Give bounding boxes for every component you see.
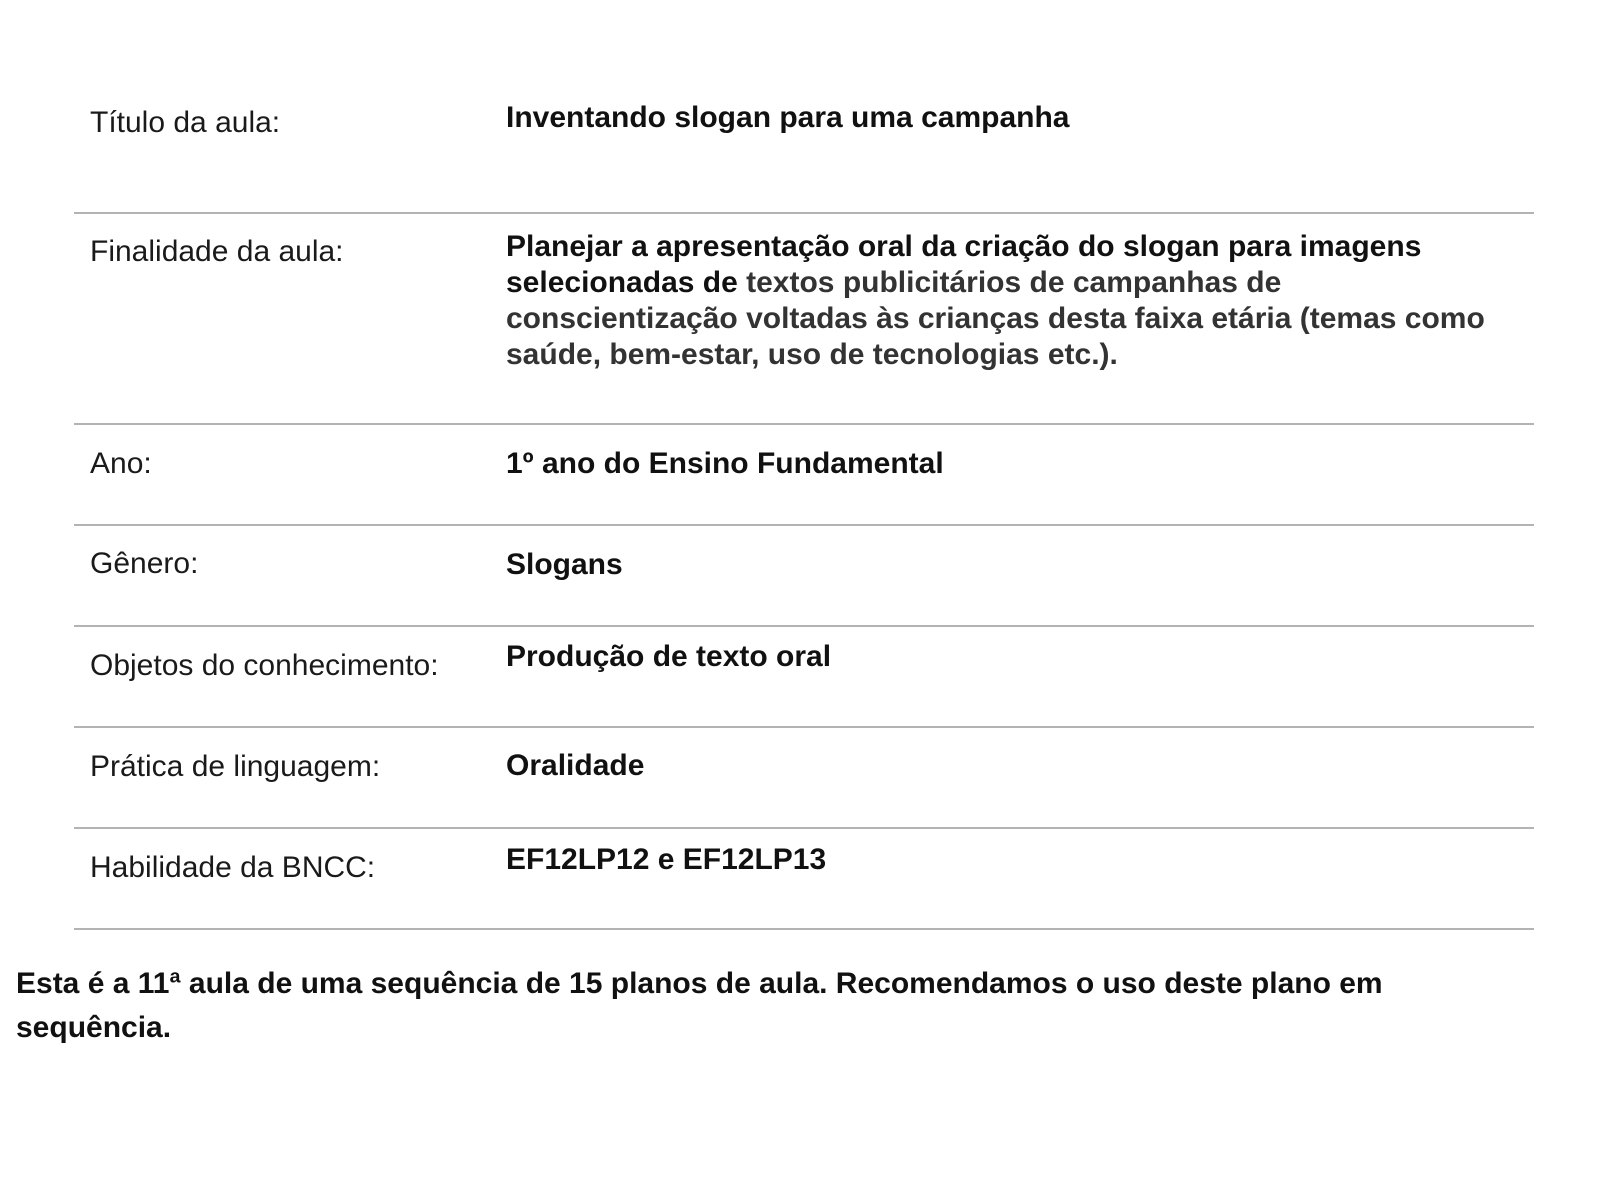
row-finalidade [74, 214, 1534, 425]
row-objetos [74, 627, 1534, 728]
field-label: Ano: [90, 447, 152, 480]
purpose-text-part2: textos publicitários de campanhas de conscientização voltadas às crianças desta faixa etária (temas como saúde, bem-estar, uso de tecnologias etc.). [506, 266, 1485, 371]
language-practice: Oralidade [506, 749, 645, 782]
field-label: Habilidade da BNCC: [90, 851, 376, 884]
lesson-title: Inventando slogan para uma campanha [506, 101, 1070, 134]
genre: Slogans [506, 548, 623, 581]
field-label: Objetos do conhecimento: [90, 649, 439, 682]
lesson-purpose [506, 229, 1516, 373]
row-habilidade [74, 829, 1534, 930]
sequence-note: Esta é a 11ª aula de uma sequência de 15 planos de aula. Recomendamos o uso deste plano em sequência. [16, 967, 1383, 1044]
field-label: Gênero: [90, 547, 199, 580]
field-label: Prática de linguagem: [90, 750, 381, 783]
field-label: Finalidade da aula: [90, 235, 344, 268]
purpose-text-part1: Planejar a apresentação oral da criação do slogan para imagens selecionadas de [506, 230, 1422, 299]
row-titulo [74, 0, 1534, 214]
row-ano [74, 425, 1534, 526]
knowledge-objects: Produção de texto oral [506, 640, 832, 673]
row-genero [74, 526, 1534, 627]
school-year: 1º ano do Ensino Fundamental [506, 447, 944, 480]
field-label: Título da aula: [90, 106, 281, 139]
bncc-skills: EF12LP12 e EF12LP13 [506, 843, 827, 876]
row-pratica [74, 728, 1534, 829]
